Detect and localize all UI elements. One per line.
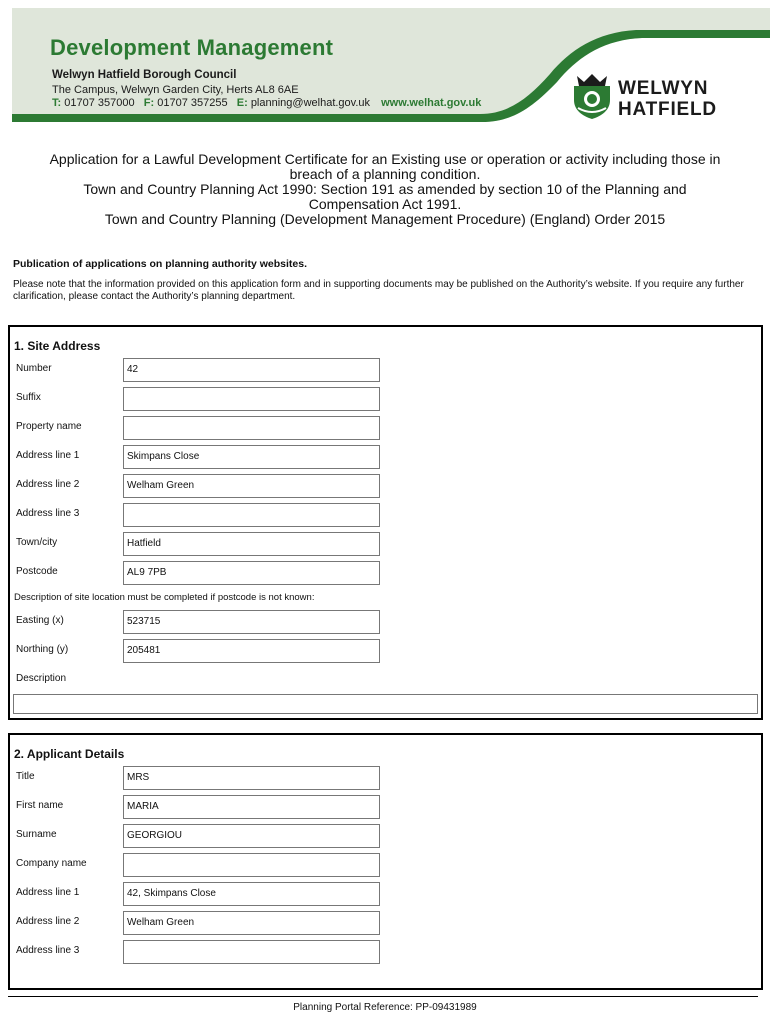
- location-note: Description of site location must be completed if postcode is not known:: [14, 592, 315, 603]
- easting-field[interactable]: 523715: [123, 610, 380, 634]
- site-town-field[interactable]: Hatfield: [123, 532, 380, 556]
- council-contacts: [52, 97, 481, 109]
- site-suffix-field[interactable]: [123, 387, 380, 411]
- logo-line2: HATFIELD: [618, 99, 717, 120]
- field-label: Northing (y): [16, 644, 69, 655]
- intro-line3: Town and Country Planning Act 1990: Section 191 as amended by section 10 of the Planning and: [83, 181, 687, 197]
- applicant-address-line1-field[interactable]: 42, Skimpans Close: [123, 882, 380, 906]
- field-label: Easting (x): [16, 615, 64, 626]
- field-label: Postcode: [16, 566, 58, 577]
- form-intro: [8, 152, 762, 227]
- intro-line4: Compensation Act 1991.: [308, 196, 462, 212]
- field-label: Surname: [16, 829, 57, 840]
- publication-heading: Publication of applications on planning authority websites.: [13, 258, 308, 270]
- intro-line5: Town and Country Planning (Development Management Procedure) (England) Order 2015: [104, 211, 666, 227]
- council-address: The Campus, Welwyn Garden City, Herts AL8 6AE: [52, 84, 299, 96]
- site-number-field[interactable]: 42: [123, 358, 380, 382]
- section-title: 1. Site Address: [14, 339, 101, 353]
- publication-note: Please note that the information provided on this application form and in supporting documents may be published on the Authority’s website. If you require any further clarification, please contact the Authority’s planning department.: [13, 279, 744, 302]
- field-label: Address line 1: [16, 450, 80, 461]
- intro-line1: Application for a Lawful Development Certificate for an Existing use or operation or activity including those in: [49, 151, 721, 167]
- field-label: Address line 2: [16, 916, 80, 927]
- field-label: Address line 3: [16, 945, 80, 956]
- council-crest-icon: [572, 72, 612, 125]
- page-title: Development Management: [50, 35, 334, 60]
- applicant-details-section: [8, 733, 763, 990]
- email-link[interactable]: planning@welhat.gov.uk: [250, 97, 371, 109]
- field-label: Address line 1: [16, 887, 80, 898]
- field-label: Number: [16, 363, 52, 374]
- northing-field[interactable]: 205481: [123, 639, 380, 663]
- field-label: Address line 3: [16, 508, 80, 519]
- field-label: Town/city: [16, 537, 58, 548]
- tel-label: T:: [52, 97, 62, 109]
- field-label: Property name: [16, 421, 82, 432]
- site-address-line3-field[interactable]: [123, 503, 380, 527]
- fax-value: 01707 357255: [157, 97, 228, 109]
- field-label: Title: [16, 771, 35, 782]
- portal-reference: Planning Portal Reference: PP-09431989: [293, 1002, 477, 1013]
- logo-wordmark: [618, 78, 717, 120]
- applicant-company-field[interactable]: [123, 853, 380, 877]
- tel-value: 01707 357000: [64, 97, 135, 109]
- website-link[interactable]: www.welhat.gov.uk: [381, 97, 482, 109]
- council-name: Welwyn Hatfield Borough Council: [52, 69, 237, 81]
- field-label: First name: [16, 800, 64, 811]
- site-address-line1-field[interactable]: Skimpans Close: [123, 445, 380, 469]
- field-label: Company name: [16, 858, 87, 869]
- section-title: 2. Applicant Details: [14, 747, 125, 761]
- field-label: Suffix: [16, 392, 41, 403]
- applicant-address-line3-field[interactable]: [123, 940, 380, 964]
- field-label: Address line 2: [16, 479, 80, 490]
- email-label: E:: [236, 97, 248, 109]
- applicant-surname-field[interactable]: GEORGIOU: [123, 824, 380, 848]
- field-label: Description: [16, 673, 67, 684]
- applicant-address-line2-field[interactable]: Welham Green: [123, 911, 380, 935]
- applicant-title-field[interactable]: MRS: [123, 766, 380, 790]
- site-address-line2-field[interactable]: Welham Green: [123, 474, 380, 498]
- site-address-section: [8, 325, 763, 720]
- site-description-field[interactable]: [13, 694, 758, 714]
- site-postcode-field[interactable]: AL9 7PB: [123, 561, 380, 585]
- intro-line2: breach of a planning condition.: [289, 166, 481, 182]
- footer-divider: [8, 996, 758, 997]
- fax-label: F:: [143, 97, 155, 109]
- applicant-first-name-field[interactable]: MARIA: [123, 795, 380, 819]
- logo-line1: WELWYN: [618, 78, 709, 99]
- site-property-name-field[interactable]: [123, 416, 380, 440]
- header-banner: [12, 8, 770, 130]
